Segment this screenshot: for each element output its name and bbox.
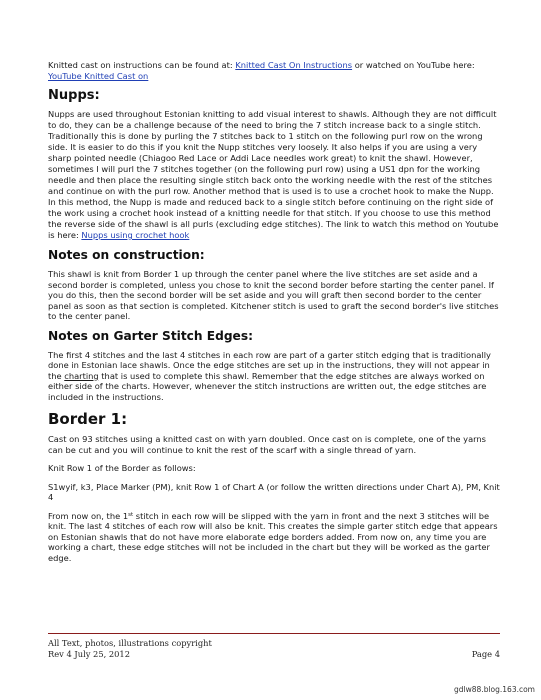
construction-heading: Notes on construction: (48, 248, 205, 262)
intro-text-1: Knitted cast on instructions can be found at: (48, 60, 236, 70)
intro-text-2: or watched on YouTube here: (352, 60, 475, 70)
page-footer (48, 638, 500, 660)
border-1-paragraph-1: Cast on 93 stitches using a knitted cast on with yarn doubled. Once cast on is complete, one of the yarns can be cut and you will continue to knit the rest of the scarf with a single thread of yarn. (48, 434, 486, 455)
border-1-paragraph-3: S1wyif, k3, Place Marker (PM), knit Row 1 of Chart A (or follow the written directions under Chart A), PM, Knit 4 (48, 481, 500, 502)
nupps-body: Nupps are used throughout Estonian knitting to add visual interest to shawls. Although they are not difficult to do, they can be a challenge because of the need to bring the 7 stitch increase back to a single stitch. Traditionally this is done by purling the 7 stitches back to 1 stitch on the following purl row on the wrong side. It is easier to do this if you knit the Nupp stitches very loosely. It also helps if you are using a very sharp pointed needle (Chiagoo Red Lace or Addi Lace needles work great) to knit the shawl. However, sometimes I will purl the 7 stitches together (on the following purl row) using a US1 dpn for the working needle and then place the resulting single stitch back onto the working needle with the rest of the stitches and continue on with the purl row. Another method that is used is to use a crochet hook to make the Nupp. In this method, the Nupp is made and reduced back to a single stitch before continuing on the right side of the work using a crochet hook instead of a knitting needle for that stitch. If you choose to use this method the reverse side of the shawl is all purls (excluding edge stitches). The link to watch this method on Youtube is here: (48, 109, 499, 240)
footer-divider (48, 633, 500, 634)
garter-body-2: that is used to complete this shawl. Remember that the edge stitches are always worked on either side of the charts. However, whenever the stitch instructions are written out, the edge stitches are included in the instructions. (48, 370, 487, 402)
page-number: Page 4 (471, 649, 500, 659)
watermark-text: gdlw88.blog.163.com (454, 685, 535, 694)
ordinal-suffix: st (128, 511, 134, 518)
nupps-crochet-hook-link[interactable]: Nupps using crochet hook (81, 230, 190, 240)
nupps-heading: Nupps: (48, 88, 100, 103)
garter-paragraph (48, 350, 500, 403)
border-1-heading: Border 1: (48, 410, 128, 428)
garter-body-1: The first 4 stitches and the last 4 stitches in each row are part of a garter stitch edging that is traditionally done in Estonian lace shawls. Once the edge stitches are set up in the instructions, they will not appear in the (48, 349, 491, 381)
revision-line: Rev 4 July 25, 2012 (48, 649, 130, 659)
garter-heading: Notes on Garter Stitch Edges: (48, 328, 253, 343)
nupps-paragraph (48, 109, 500, 241)
border-1-paragraph-4 (48, 511, 500, 564)
youtube-knitted-cast-on-link[interactable]: YouTube Knitted Cast on (48, 71, 149, 81)
border-1-p4-rest: stitch in each row will be slipped with the yarn in front and the next 3 stitches will be knit. The last 4 stitches of each row will also be knit. This creates the simple garter stitch edge that appears on Estonian shawls that do not have more elaborate edge borders added. From now on, any time you are working a chart, these edge stitches will not be included in the chart but they will be worked as the garter edge. (48, 510, 498, 563)
border-1-p4-start: From now on, the 1 (48, 510, 129, 521)
charting-term: charting (64, 370, 99, 381)
copyright-line: All Text, photos, illustrations copyright (48, 638, 212, 648)
border-1-paragraph-2: Knit Row 1 of the Border as follows: (48, 463, 196, 473)
intro-paragraph (48, 60, 500, 82)
construction-paragraph: This shawl is knit from Border 1 up through the center panel where the live stitches are set aside and a second border is completed, unless you chose to knit the second border before starting the center panel. If you do this, then the second border will be set aside and you will graft then second border to the center panel as soon as that section is completed. Kitchener stitch is used to graft the second border's live stitches to the center panel. (48, 269, 499, 321)
knitted-cast-on-link[interactable]: Knitted Cast On Instructions (235, 60, 353, 70)
document-page (48, 60, 500, 563)
